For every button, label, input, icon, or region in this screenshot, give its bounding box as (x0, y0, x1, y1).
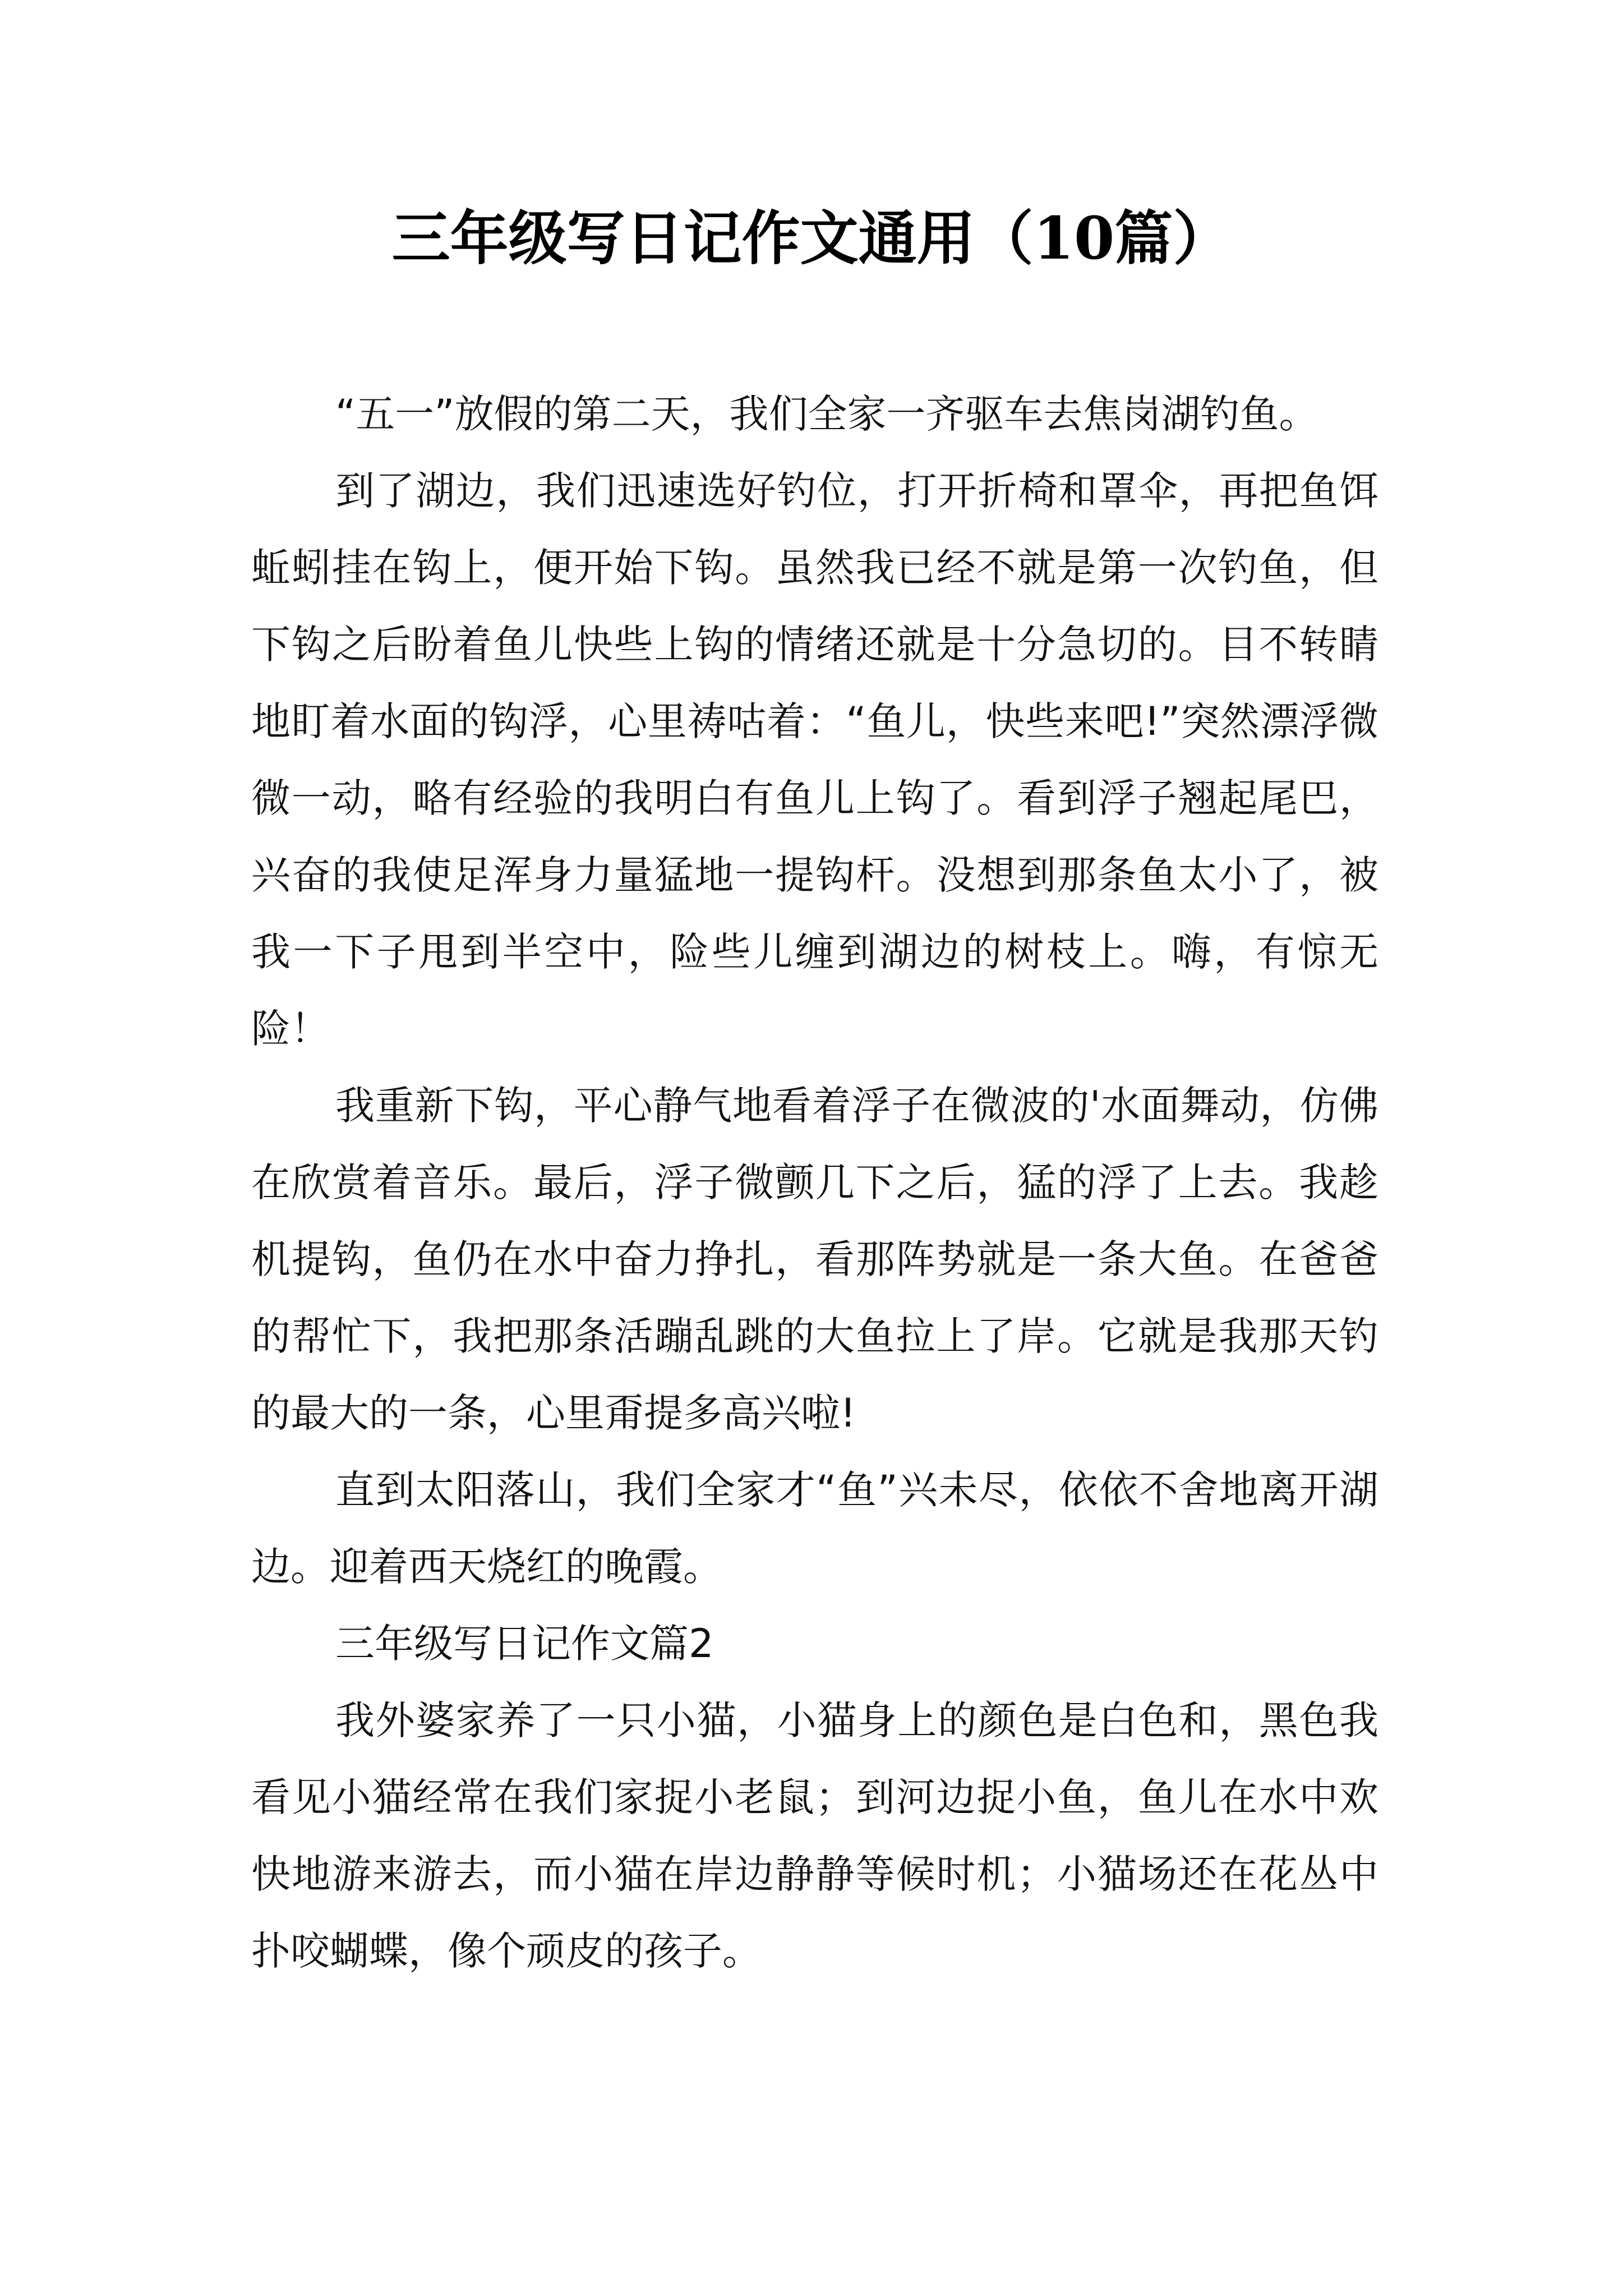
paragraph: “五一”放假的第二天，我们全家一齐驱车去焦岗湖钓鱼。 (335, 391, 1318, 437)
section-heading: 三年级写日记作文篇2 (335, 1621, 714, 1667)
paragraph: 我外婆家养了一只小猫，小猫身上的颜色是白色和，黑色我看见小猫经常在我们家捉小老鼠；到河边捉小鱼，鱼儿在水中欢快地游来游去，而小猫在岸边静静等候时机；小猫场还在花丛中扑咬蝴蝶，像个顽皮的孩子。 (251, 1697, 1378, 1974)
page-title: 三年级写日记作文通用（10篇） (391, 204, 1232, 273)
paragraph: 到了湖边，我们迅速选好钓位，打开折椅和罩伞，再把鱼饵蚯蚓挂在钩上，便开始下钩。虽然我已经不就是第一次钓鱼，但下钩之后盼着鱼儿快些上钩的情绪还就是十分急切的。目不转睛地盯着水面的钩浮，心里祷咕着：“鱼儿，快些来吧!”突然漂浮微微一动，略有经验的我明白有鱼儿上钩了。看到浮子翘起尾巴，兴奋的我使足浑身力量猛地一提钩杆。没想到那条鱼太小了，被我一下子甩到半空中，险些儿缠到湖边的树枝上。嗨，有惊无险！ (251, 468, 1378, 1052)
document-body (251, 376, 1378, 1990)
paragraph: 直到太阳落山，我们全家才“鱼”兴未尽，依依不舍地离开湖边。迎着西天烧红的晚霞。 (251, 1467, 1378, 1590)
paragraph: 我重新下钩，平心静气地看着浮子在微波的'水面舞动，仿佛在欣赏着音乐。最后，浮子微颤几下之后，猛的浮了上去。我趁机提钩，鱼仍在水中奋力挣扎，看那阵势就是一条大鱼。在爸爸的帮忙下，我把那条活蹦乱跳的大鱼拉上了岸。它就是我那天钓的最大的一条，心里甭提多高兴啦! (251, 1083, 1378, 1436)
